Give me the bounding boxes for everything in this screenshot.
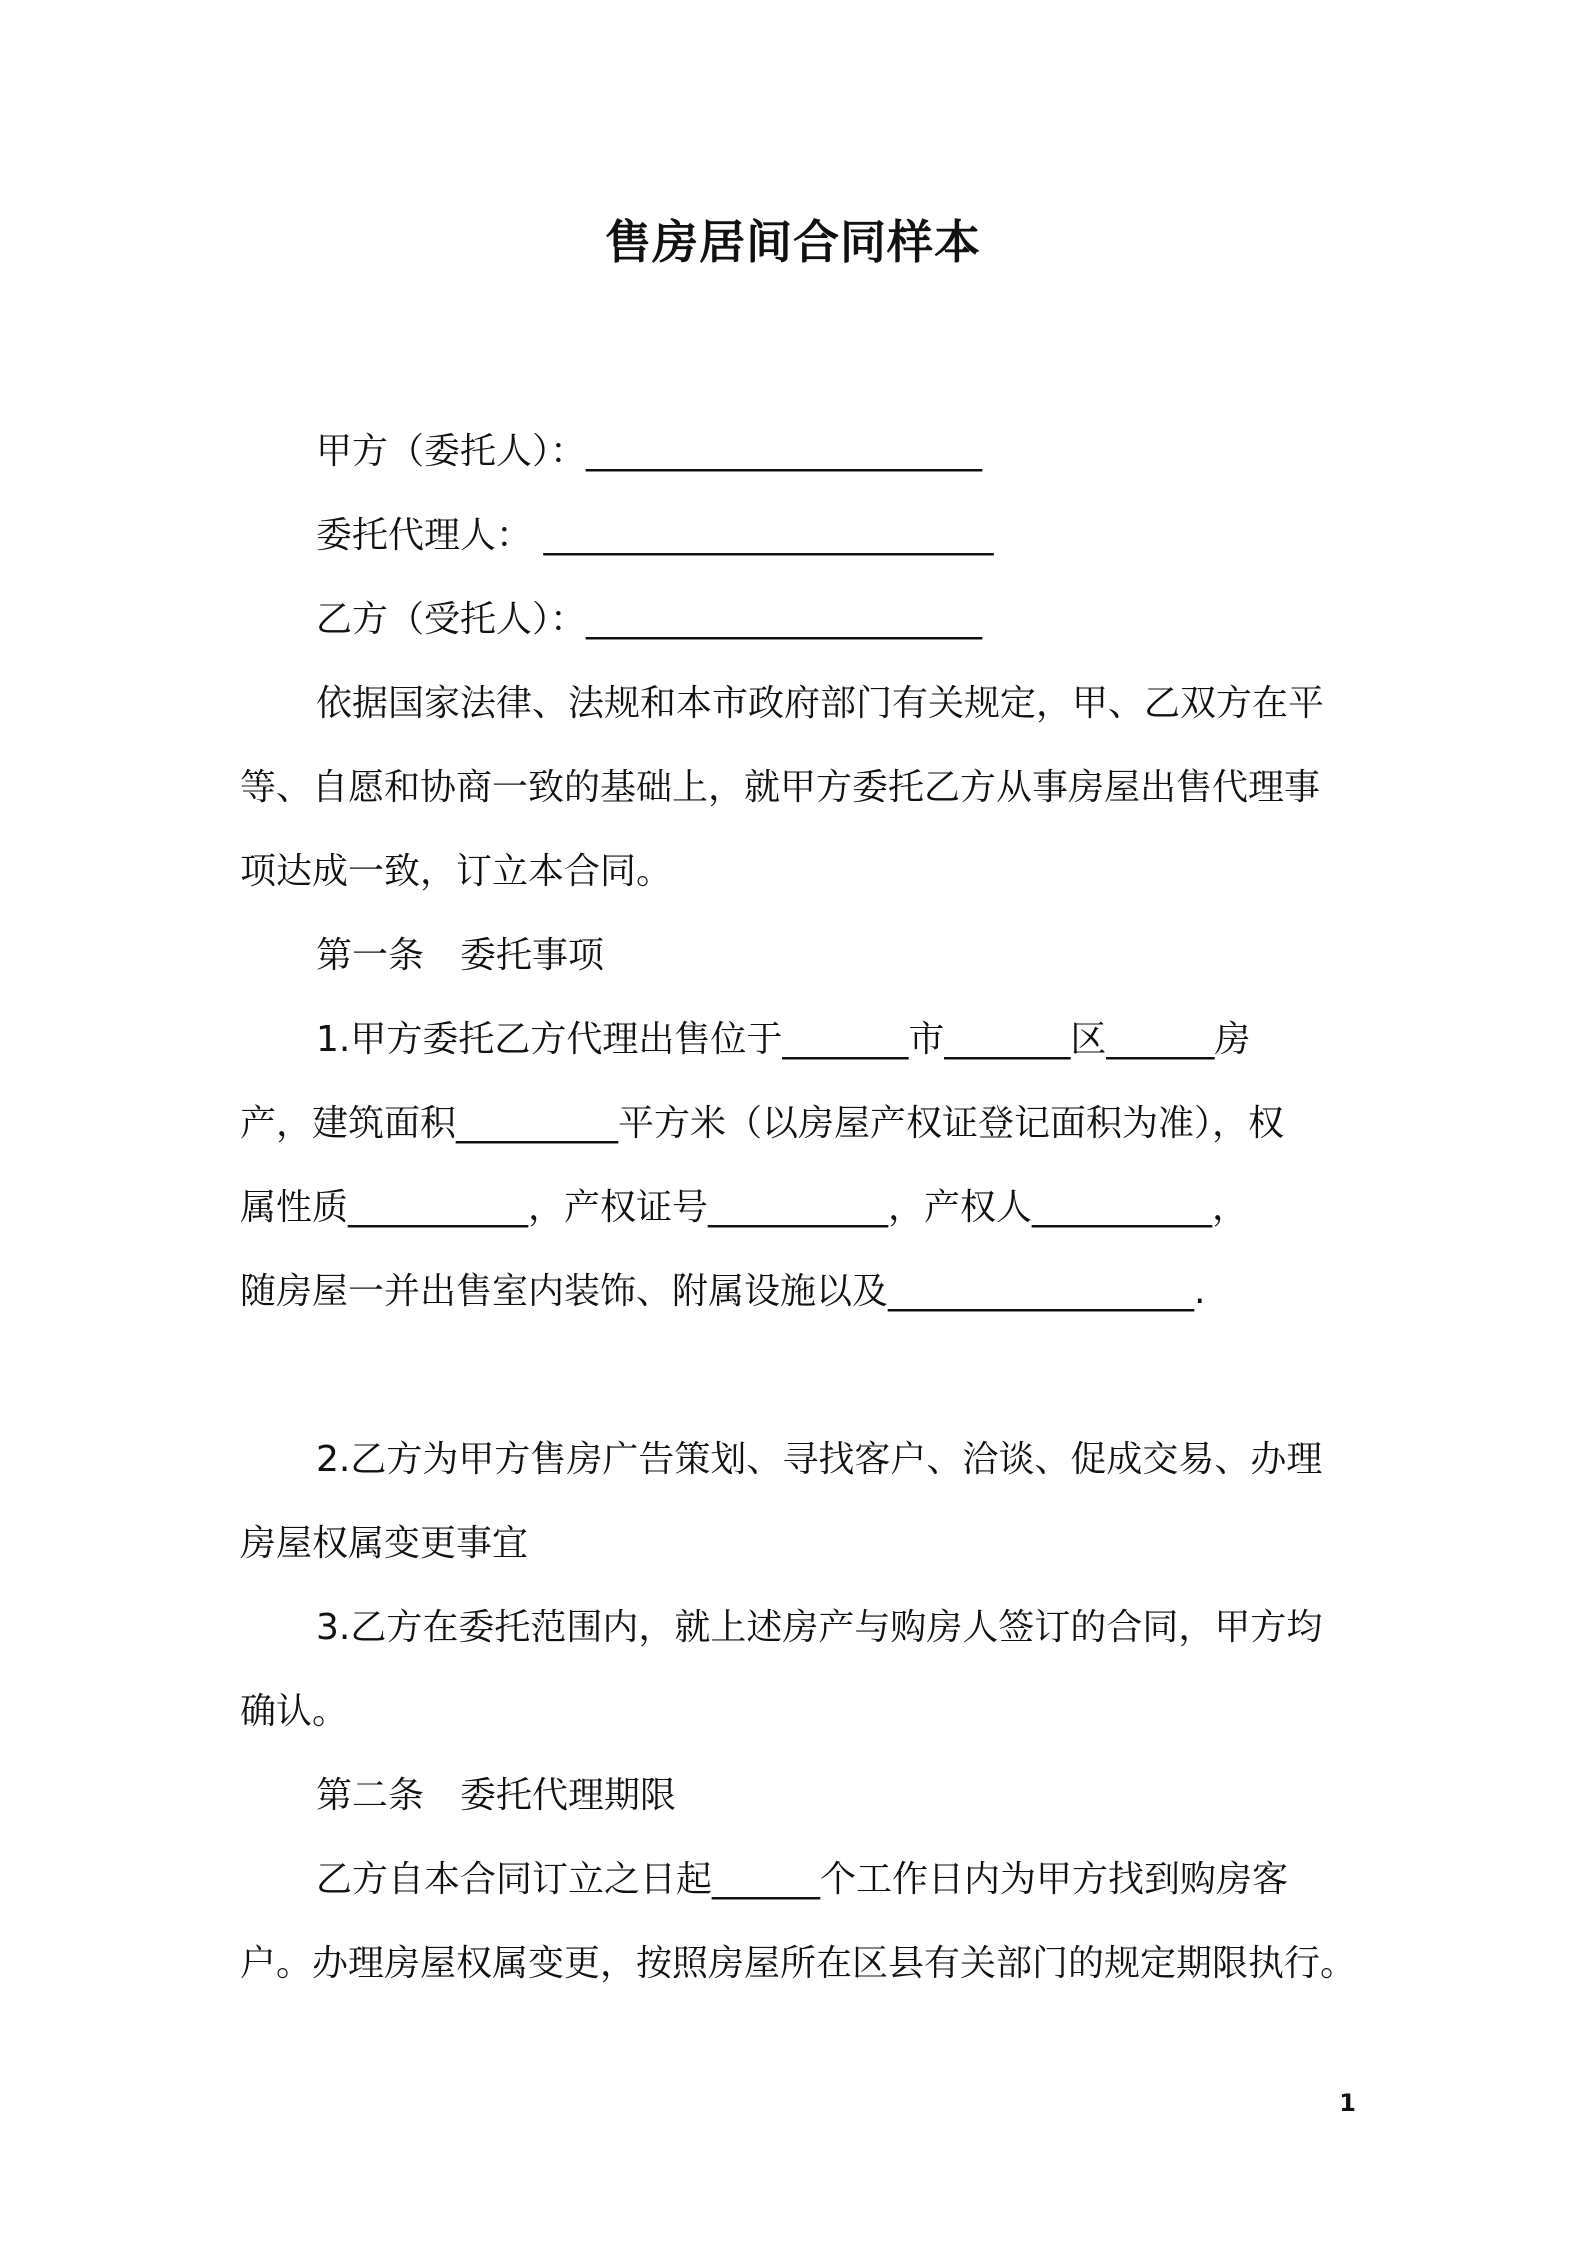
clause-3-line-1: 3.乙方在委托范围内，就上述房产与购房人签订的合同，甲方均 <box>316 1607 1323 1648</box>
clause-1-line-4: 随房屋一并出售室内装饰、附属设施以及_________________. <box>240 1271 1206 1312</box>
preamble-line-2: 等、自愿和协商一致的基础上，就甲方委托乙方从事房屋出售代理事 <box>240 767 1321 808</box>
party-b-line: 乙方（受托人）：______________________ <box>316 599 983 640</box>
clause-1-line-3: 属性质__________，产权证号__________，产权人__________， <box>240 1187 1249 1228</box>
clause-2-line-1: 2.乙方为甲方售房广告策划、寻找客户、洽谈、促成交易、办理 <box>316 1439 1323 1480</box>
article-2-line-1: 乙方自本合同订立之日起______个工作日内为甲方找到购房客 <box>316 1859 1289 1900</box>
clause-2-line-2: 房屋权属变更事宜 <box>240 1523 529 1564</box>
page-number: 1 <box>1339 2089 1356 2117</box>
document-title: 售房居间合同样本 <box>605 215 981 269</box>
clause-1-line-2: 产，建筑面积_________平方米（以房屋产权证登记面积为准），权 <box>240 1103 1285 1144</box>
article-2-line-2: 户。办理房屋权属变更，按照房屋所在区县有关部门的规定期限执行。 <box>240 1943 1357 1984</box>
preamble-line-1: 依据国家法律、法规和本市政府部门有关规定，甲、乙双方在平 <box>316 683 1325 724</box>
party-a-line: 甲方（委托人）：______________________ <box>316 431 983 472</box>
preamble-line-3: 项达成一致，订立本合同。 <box>240 851 673 892</box>
clause-3-line-2: 确认。 <box>240 1691 349 1732</box>
article-1-heading: 第一条 委托事项 <box>316 935 605 976</box>
clause-1-line-1: 1.甲方委托乙方代理出售位于_______市_______区______房 <box>316 1019 1251 1060</box>
paragraph-gap <box>240 1334 1360 1418</box>
document-body <box>240 410 1360 2006</box>
article-2-heading: 第二条 委托代理期限 <box>316 1775 677 1816</box>
agent-line: 委托代理人： _________________________ <box>316 515 994 556</box>
